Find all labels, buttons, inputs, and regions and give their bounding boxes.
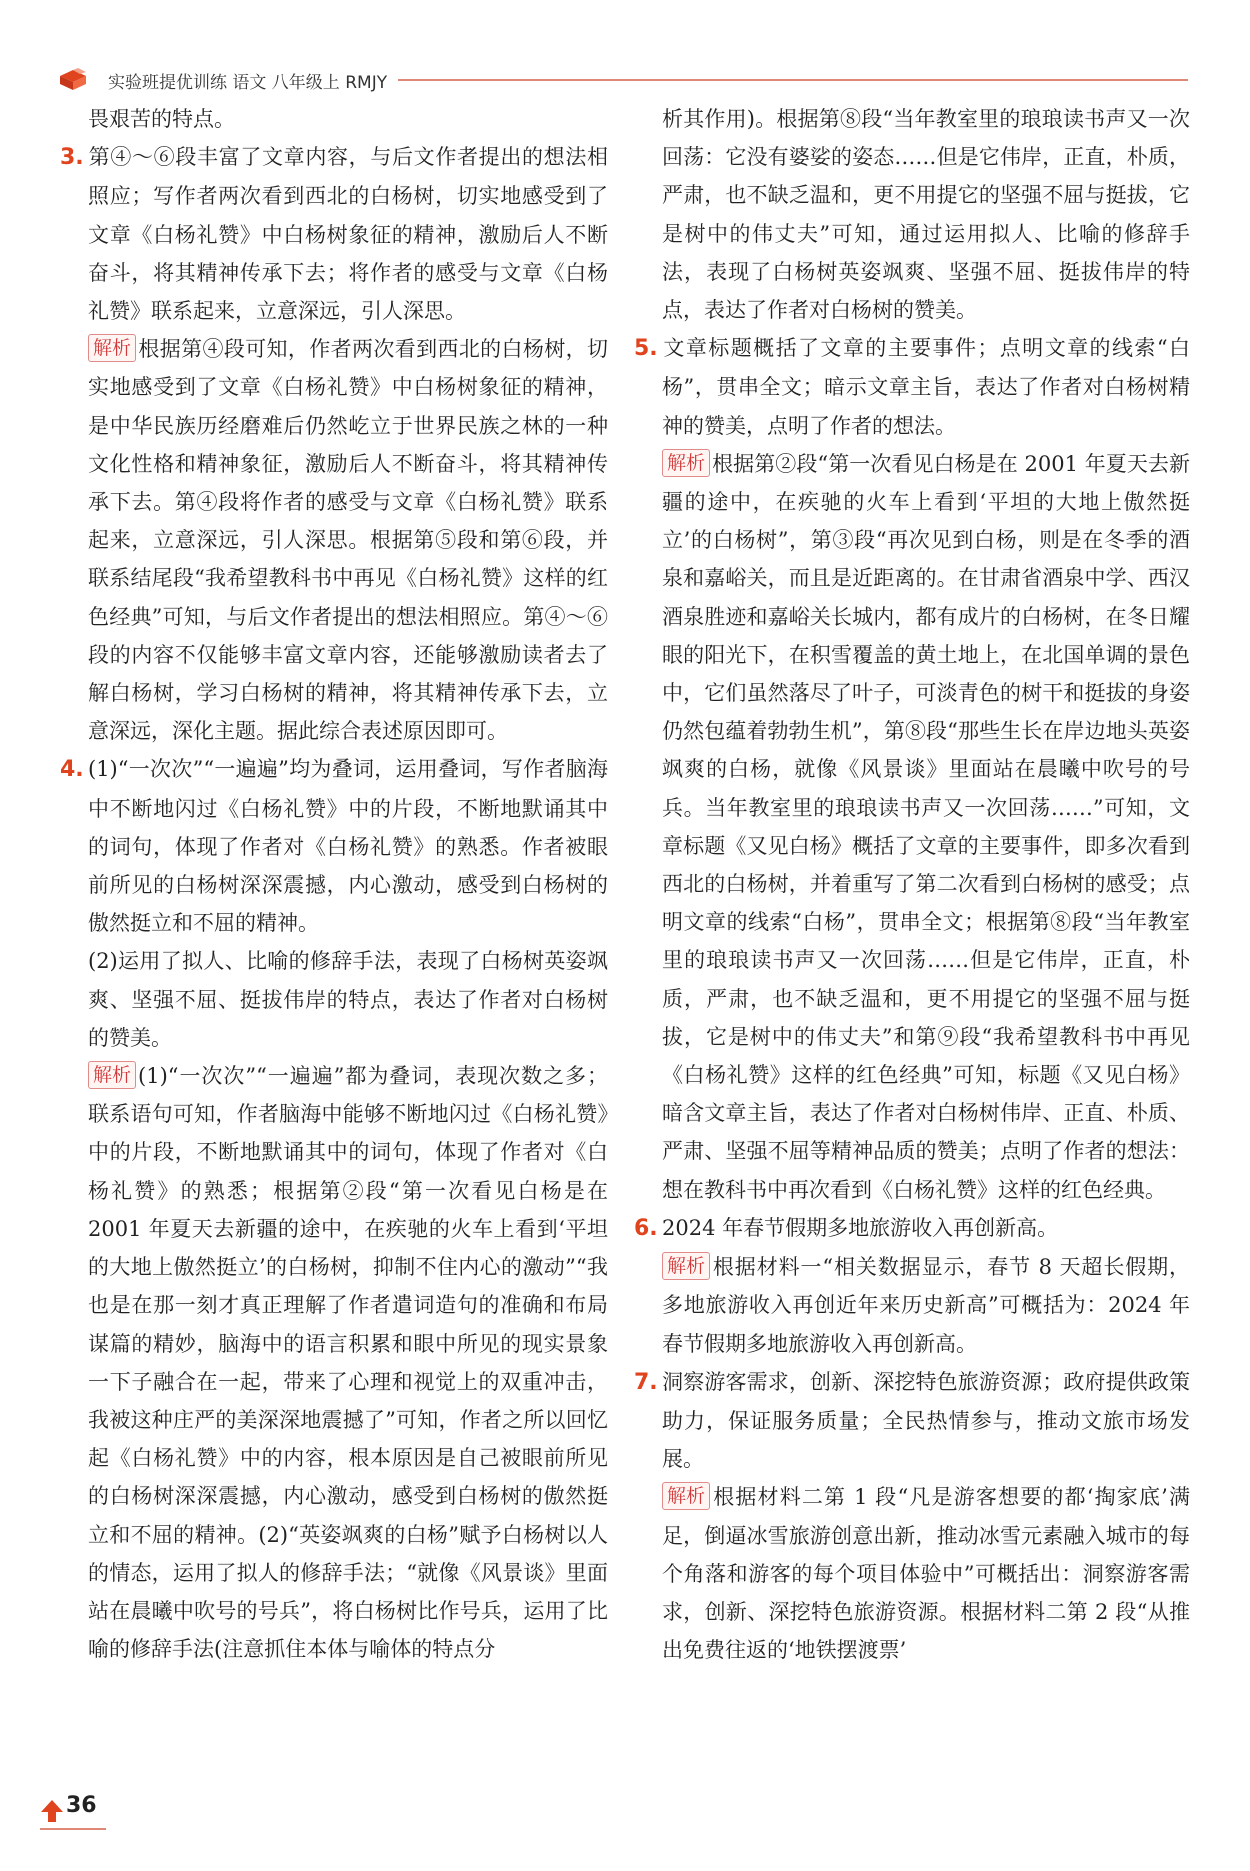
question-number: 3. bbox=[60, 145, 84, 171]
question-number: 7. bbox=[634, 1369, 658, 1395]
answer-3 bbox=[60, 138, 608, 330]
answer-text: 2024 年春节假期多地旅游收入再创新高。 bbox=[662, 1215, 1059, 1240]
analysis-text: 根据材料二第 1 段“凡是游客想要的都‘掏家底’满足，倒逼冰雪旅游创意出新，推动冰雪元素融入城市的每个角落和游客的每个项目体验中”可概括出：洞察游客需求，创新、深挖特色旅游资源。根据材料二第 2 段“从推出免费往返的‘地铁摆渡票’ bbox=[662, 1485, 1190, 1663]
right-column bbox=[634, 100, 1190, 1669]
book-title: 实验班提优训练 语文 八年级上 RMJY bbox=[108, 73, 388, 93]
continued-text: 畏艰苦的特点。 bbox=[88, 107, 235, 131]
analysis-4 bbox=[88, 1057, 608, 1668]
analysis-7 bbox=[662, 1478, 1190, 1669]
continued-text: 析其作用)。根据第⑧段“当年教室里的琅琅读书声又一次回荡：它没有婆娑的姿态……但是它伟岸，正直，朴质，严肃，也不缺乏温和，更不用提它的坚强不屈与挺拔，它是树中的伟丈夫”可知，通过运用拟人、比喻的修辞手法，表现了白杨树英姿飒爽、坚强不屈、挺拔伟岸的特点，表达了作者对白杨树的赞美。 bbox=[662, 107, 1190, 323]
answer-text: 洞察游客需求，创新、深挖特色旅游资源；政府提供政策助力，保证服务质量；全民热情参与，推动文旅市场发展。 bbox=[662, 1369, 1190, 1472]
analysis-6 bbox=[662, 1248, 1190, 1363]
analysis-text: 根据材料一“相关数据显示，春节 8 天超长假期，多地旅游收入再创近年来历史新高”可概括为：2024 年春节假期多地旅游收入再创新高。 bbox=[662, 1255, 1190, 1356]
header-rule bbox=[398, 79, 1188, 81]
analysis-tag: 解析 bbox=[88, 1061, 136, 1089]
analysis-3 bbox=[88, 330, 608, 750]
answer-text: 第④～⑥段丰富了文章内容，与后文作者提出的想法相照应；写作者两次看到西北的白杨树，切实地感受到了文章《白杨礼赞》中白杨树象征的精神，激励后人不断奋斗，将其精神传承下去；将作者的感受与文章《白杨礼赞》联系起来，立意深远，引人深思。 bbox=[88, 145, 608, 324]
analysis-tag: 解析 bbox=[662, 1252, 710, 1280]
analysis-tag: 解析 bbox=[662, 1482, 710, 1510]
up-arrow-icon bbox=[40, 1798, 64, 1824]
answer-text: 文章标题概括了文章的主要事件；点明文章的线索“白杨”，贯串全文；暗示文章主旨，表达了作者对白杨树精神的赞美，点明了作者的想法。 bbox=[662, 336, 1190, 438]
analysis-tag: 解析 bbox=[662, 449, 710, 477]
answer-4-part-1 bbox=[60, 750, 608, 942]
footer-rule bbox=[40, 1828, 106, 1830]
answer-4-part-2: (2)运用了拟人、比喻的修辞手法，表现了白杨树英姿飒爽、坚强不屈、挺拔伟岸的特点，表达了作者对白杨树的赞美。 bbox=[88, 949, 608, 1050]
analysis-text: 根据第②段“第一次看见白杨是在 2001 年夏天去新疆的途中，在疾驰的火车上看到‘平坦的大地上傲然挺立’的白杨树”，第③段“再次见到白杨，则是在冬季的酒泉和嘉峪关，而且是近距离的。在甘肃省酒泉中学、西汉酒泉胜迹和嘉峪关长城内，都有成片的白杨树，在冬日耀眼的阳光下，在积雪覆盖的黄土地上，在北国单调的景色中，它们虽然落尽了叶子，可淡青色的树干和挺拔的身姿仍然包蕴着勃勃生机”，第⑧段“那些生长在岸边地头英姿飒爽的白杨，就像《风景谈》里面站在晨曦中吹号的号兵。当年教室里的琅琅读书声又一次回荡……”可知，文章标题《又见白杨》概括了文章的主要事件，即多次看到西北的白杨树，并着重写了第二次看到白杨树的感受；点明文章的线索“白杨”，贯串全文；根据第⑧段“当年教室里的琅琅读书声又一次回荡……但是它伟岸，正直，朴质，严肃，也不缺乏温和，更不用提它的坚强不屈与挺拔，它是树中的伟丈夫”和第⑨段“我希望教科书中再见《白杨礼赞》这样的红色经典”可知，标题《又见白杨》暗含文章主旨，表达了作者对白杨树伟岸、正直、朴质、严肃、坚强不屈等精神品质的赞美；点明了作者的想法：想在教科书中再次看到《白杨礼赞》这样的红色经典。 bbox=[662, 451, 1190, 1202]
page-number: 36 bbox=[66, 1793, 97, 1818]
question-number: 4. bbox=[60, 757, 84, 783]
analysis-5 bbox=[662, 445, 1190, 1209]
question-number: 6. bbox=[634, 1215, 658, 1241]
answer-6 bbox=[634, 1209, 1190, 1248]
page-header bbox=[58, 62, 1188, 98]
stacked-books-icon bbox=[58, 66, 88, 92]
answer-7 bbox=[634, 1363, 1190, 1479]
analysis-text: (1)“一次次”“一遍遍”都为叠词，表现次数之多；联系语句可知，作者脑海中能够不断地闪过《白杨礼赞》中的片段，不断地默诵其中的词句，体现了作者对《白杨礼赞》的熟悉；根据第②段“第一次看见白杨是在 2001 年夏天去新疆的途中，在疾驰的火车上看到‘平坦的大地上傲然挺立’的白杨树，抑制不住内心的激动”“我也是在那一刻才真正理解了作者遣词造句的准确和布局谋篇的精妙，脑海中的语言积累和眼中所见的现实景象一下子融合在一起，带来了心理和视觉上的双重冲击，我被这种庄严的美深深地震撼了”可知，作者之所以回忆起《白杨礼赞》中的内容，根本原因是自己被眼前所见的白杨树深深震撼，内心激动，感受到白杨树的傲然挺立和不屈的精神。(2)“英姿飒爽的白杨”赋予白杨树以人的情态，运用了拟人的修辞手法；“就像《风景谈》里面站在晨曦中吹号的号兵”，将白杨树比作号兵，运用了比喻的修辞手法(注意抓住本体与喻体的特点分 bbox=[88, 1064, 608, 1662]
analysis-text: 根据第④段可知，作者两次看到西北的白杨树，切实地感受到了文章《白杨礼赞》中白杨树象征的精神，是中华民族历经磨难后仍然屹立于世界民族之林的一种文化性格和精神象征，激励后人不断奋斗，将其精神传承下去。第④段将作者的感受与文章《白杨礼赞》联系起来，立意深远，引人深思。根据第⑤段和第⑥段，并联系结尾段“我希望教科书中再见《白杨礼赞》这样的红色经典”可知，与后文作者提出的想法相照应。第④～⑥段的内容不仅能够丰富文章内容，还能够激励读者去了解白杨树，学习白杨树的精神，将其精神传承下去，立意深远，深化主题。据此综合表述原因即可。 bbox=[88, 337, 608, 744]
left-column bbox=[60, 100, 608, 1668]
answer-5 bbox=[634, 329, 1190, 445]
answer-text: (1)“一次次”“一遍遍”均为叠词，运用叠词，写作者脑海中不断地闪过《白杨礼赞》中的片段，不断地默诵其中的词句，体现了作者对《白杨礼赞》的熟悉。作者被眼前所见的白杨树深深震撼，内心激动，感受到白杨树的傲然挺立和不屈的精神。 bbox=[88, 757, 608, 936]
analysis-tag: 解析 bbox=[88, 334, 136, 362]
page-footer bbox=[40, 1790, 110, 1830]
question-number: 5. bbox=[634, 336, 658, 362]
